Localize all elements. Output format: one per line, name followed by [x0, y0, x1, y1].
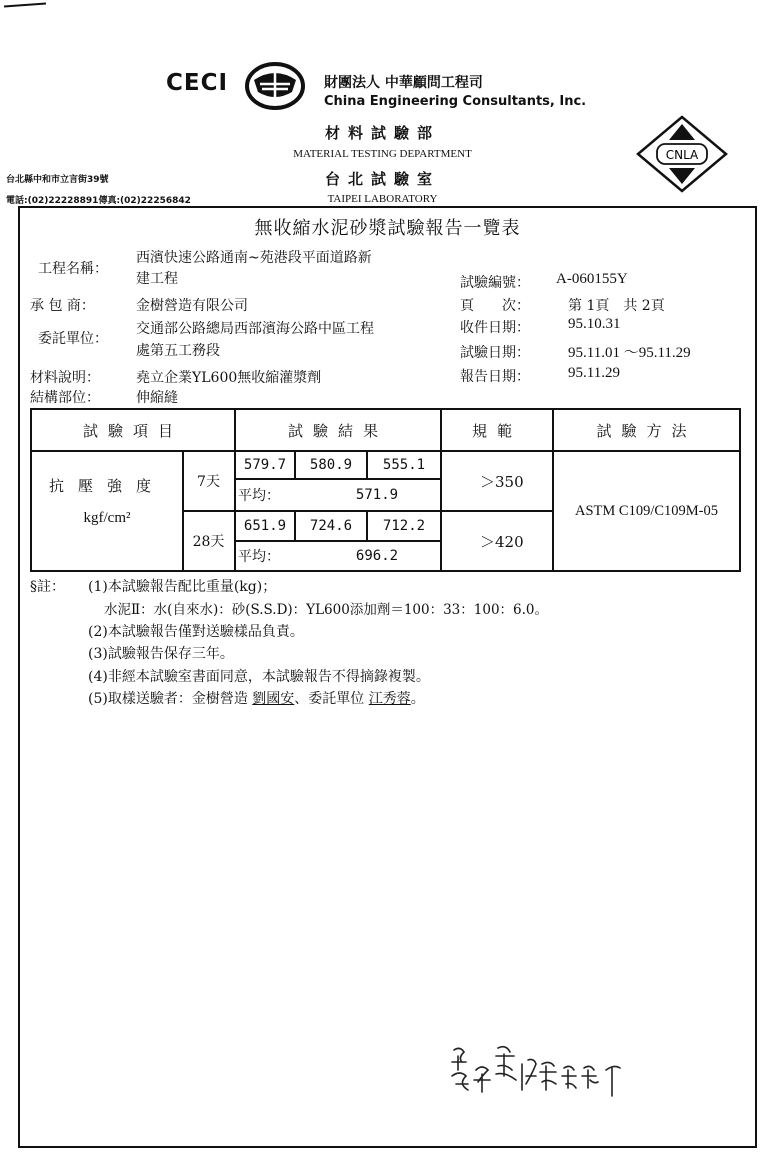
report-title: 無收縮水泥砂漿試驗報告一覽表: [254, 218, 521, 239]
material-label: 材料說明：: [30, 370, 100, 386]
item-unit: kgf/cm²: [83, 509, 131, 526]
report-date-label: 報告日期：: [460, 369, 530, 385]
header-test-result: 試驗結果: [287, 421, 388, 440]
sampler-name: 劉國安: [252, 691, 295, 707]
contractor: 金樹營造有限公司: [136, 298, 248, 314]
org-name-en: China Engineering Consultants, Inc.: [324, 94, 587, 109]
note-1-mix: 水泥Ⅱ：水(自來水)：砂(S.S.D)：YL600添加劑＝100：33：100：6.0。: [104, 602, 549, 618]
address: 台北縣中和市立言街39號: [6, 175, 109, 185]
test-method: ASTM C109/C109M-05: [574, 502, 718, 519]
header-test-method: 試驗方法: [596, 421, 697, 440]
avg-label-28d: 平均：: [238, 548, 280, 565]
client-line2: 處第五工務段: [136, 343, 220, 359]
notes-label: §註：: [30, 579, 65, 595]
client-line1: 交通部公路總局西部濱海公路中區工程: [136, 321, 374, 337]
project-label: 工程名稱：: [38, 261, 108, 277]
project-line1: 西濱快速公路通南~苑港段平面道路新: [136, 250, 372, 266]
header-spec: 規範: [471, 421, 522, 440]
note-5-prefix: (5)取樣送驗者：金樹營造: [88, 691, 253, 707]
project-line2: 建工程: [136, 271, 178, 287]
note-2: (2)本試驗報告僅對送驗樣品負責。: [88, 624, 304, 640]
result-28d-2: 724.6: [309, 518, 353, 534]
result-28d-1: 651.9: [243, 518, 287, 534]
note-5-mid: 、委託單位: [294, 691, 369, 707]
result-28d-3: 712.2: [382, 518, 426, 534]
received-date: 95.10.31: [568, 316, 621, 332]
phone-fax: 電話:(02)22228891傳真:(02)22256842: [6, 196, 191, 206]
ceci-globe-logo: [242, 62, 308, 110]
client-label: 委託單位：: [38, 331, 108, 347]
test-date-label: 試驗日期：: [460, 345, 530, 361]
page-label: 頁 次：: [460, 298, 530, 314]
test-date: 95.11.01 ～95.11.29: [568, 345, 691, 361]
lab-name-en: TAIPEI LABORATORY: [327, 193, 438, 205]
results-table: [30, 408, 741, 572]
structure-label: 結構部位：: [30, 390, 100, 406]
contractor-label: 承 包 商：: [30, 298, 95, 314]
header-test-item: 試驗項目: [82, 421, 183, 440]
structure: 伸縮縫: [136, 390, 178, 406]
report-date: 95.11.29: [568, 365, 620, 381]
test-no-label: 試驗編號：: [460, 275, 530, 291]
spec-28d: ＞420: [480, 532, 524, 551]
avg-label-7d: 平均：: [238, 488, 280, 504]
cnla-text: CNLA: [665, 148, 699, 162]
note-5-end: 。: [410, 691, 425, 707]
corner-mark: [4, 3, 46, 8]
lab-name-zh: 台北試驗室: [324, 170, 440, 188]
client-rep-name: 江秀蓉: [368, 691, 411, 707]
note-3: (3)試驗報告保存三年。: [88, 646, 234, 662]
note-1: (1)本試驗報告配比重量(kg)；: [88, 579, 277, 595]
dept-name-zh: 材料試驗部: [324, 124, 440, 142]
age-28-days: 28天: [192, 534, 225, 550]
note-4: (4)非經本試驗室書面同意，本試驗報告不得摘錄複製。: [88, 669, 430, 685]
dept-name-en: MATERIAL TESTING DEPARTMENT: [293, 148, 472, 160]
result-7d-1: 579.7: [243, 457, 287, 473]
ceci-wordmark: CECI: [166, 70, 229, 96]
result-7d-2: 580.9: [309, 457, 353, 473]
avg-7d: 571.9: [355, 487, 399, 503]
note-5: [88, 688, 425, 708]
signature-handwritten: [446, 1040, 636, 1100]
org-name-zh: 財團法人 中華顧問工程司: [324, 75, 483, 91]
avg-28d: 696.2: [355, 547, 399, 564]
material: 堯立企業YL600無收縮灌漿劑: [136, 370, 322, 386]
spec-7d: ＞350: [480, 472, 524, 491]
page-count: 第 1頁 共 2頁: [568, 298, 665, 314]
received-label: 收件日期：: [460, 320, 530, 336]
result-7d-3: 555.1: [382, 457, 426, 473]
cnla-logo: [635, 114, 729, 194]
test-no: A-060155Y: [556, 271, 628, 287]
item-compressive-strength: 抗壓強度: [48, 476, 165, 495]
age-7-days: 7天: [197, 474, 220, 490]
